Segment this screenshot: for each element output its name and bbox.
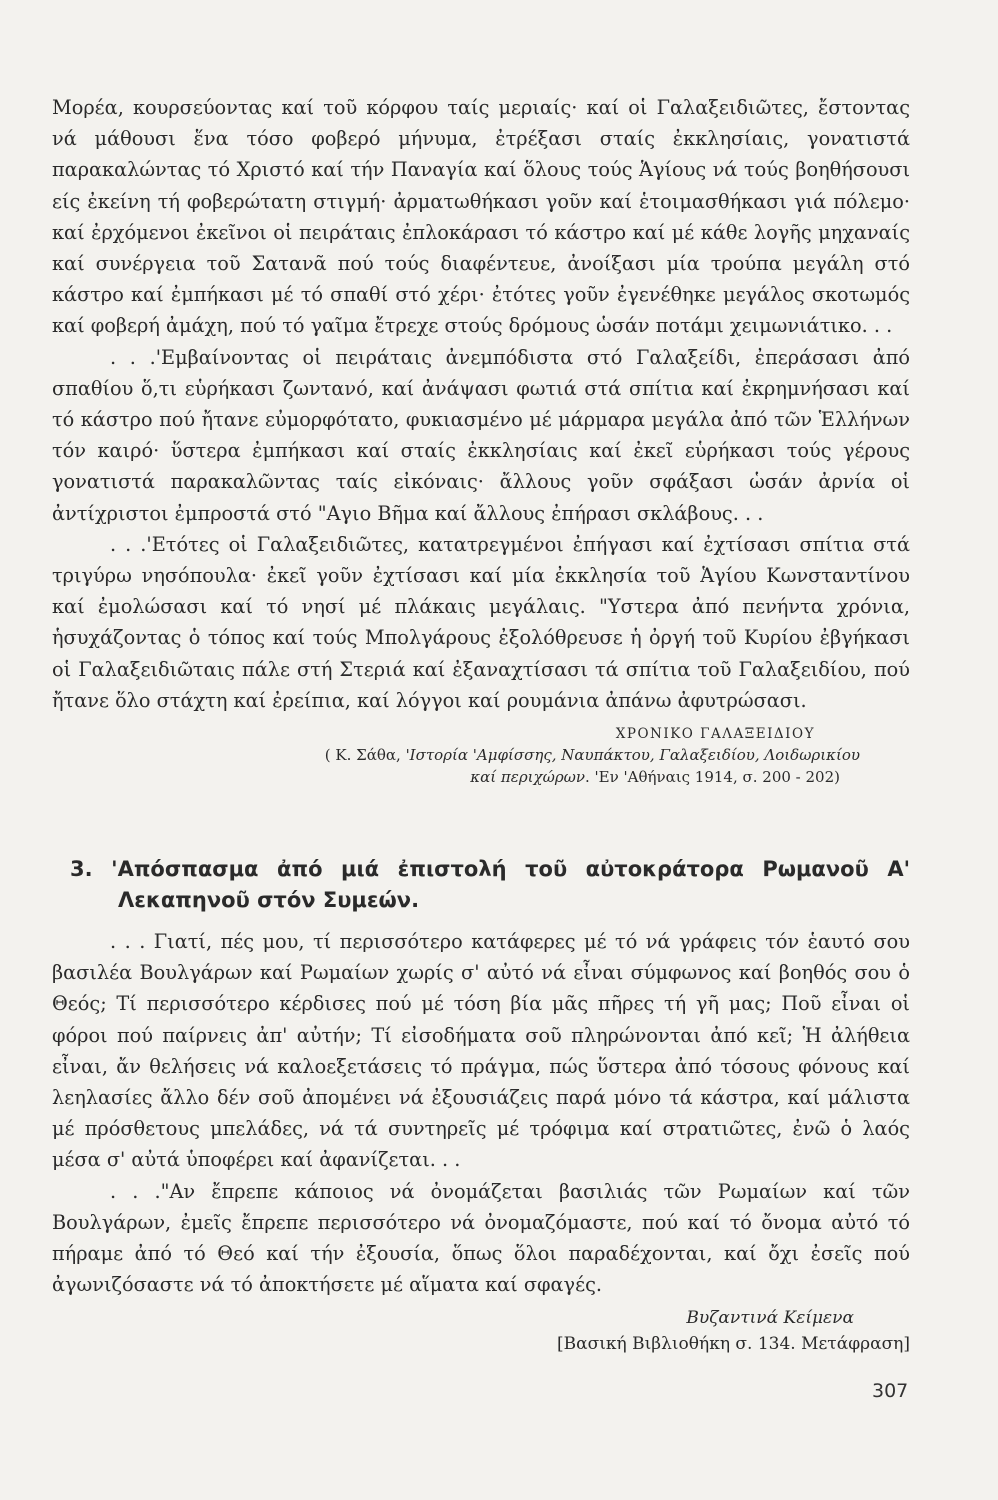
letter-paragraph-2: . . ."Αν ἔπρεπε κάποιος νά ὀνομάζεται βασιλιάς τῶν Ρωμαίων καί τῶν Βουλγάρων, ἐμεῖς ἔπρεπε περισσότερο νά ὀνομαζόμαστε, πού καί τό ὄνομα αὐτό τό πήραμε ἀπό τό Θεό καί τήν ἐξουσία, ὅπως ὅλοι παραδέχονται, καί ὄχι ἐσεῖς πού ἀγωνιζόσαστε νά τό ἀποκτήσετε μέ αἵματα καί σφαγές. (52, 1179, 910, 1297)
chronicle-paragraph-1: Μορέα, κουρσεύοντας καί τοῦ κόρφου ταίς μεριαίς· καί οἱ Γαλαξειδιῶτες, ἔστοντας νά μάθουσι ἕνα τόσο φοβερό μήνυμα, ἐτρέξασι σταίς ἐκκλησίαις, γονατιστά παρακαλώντας τό Χριστό καί τήν Παναγία καί ὅλους τούς Ἁγίους νά τούς βοηθήσουσι είς ἐκείνη τή φοβερώτατη στιγμή· ἀρματωθήκασι γοῦν καί ἑτοιμασθήκασι γιά πόλεμο· καί ἐρχόμενοι ἐκεῖνοι οἱ πειράταις ἐπλοκάρασι τό κάστρο καί μέ κάθε λογῆς μηχαναίς καί συνέργεια τοῦ Σατανᾶ πού τούς διαφέντευε, ἀνοίξασι μία τρούπα μεγάλη στό κάστρο καί ἐμπήκασι μέ τό σπαθί στό χέρι· ἐτότες γοῦν ἐγενέθηκε μεγάλος σκοτωμός καί φοβερή ἀμάχη, πού τό γαῖμα ἔτρεχε στούς δρόμους ὡσάν ποτάμι χειμωνιάτικο. . . (52, 96, 910, 338)
citation-author: ( Κ. Σάθα, (324, 746, 406, 765)
chronicle-paragraph-3: . . .'Ετότες οἱ Γαλαξειδιῶτες, κατατρεγμένοι ἐπήγασι καί ἐχτίσασι σπίτια στά τριγύρω νησόπουλα· ἐκεῖ γοῦν ἐχτίσασι καί μία ἐκκλησία τοῦ Ἁγίου Κωνσταντίνου καί ἐμολώσασι καί τό νησί μέ πλάκαις μεγάλαις. "Υστερα ἀπό πενήντα χρόνια, ἡσυχάζοντας ὁ τόπος καί τούς Μπολγάρους ἐξολόθρευσε ἡ ὀργή τοῦ Κυρίου ἐβγήκασι οἱ Γαλαξειδιῶταις πάλε στή Στεριά καί ἐξαναχτίσασι τά σπίτια τοῦ Γαλαξειδίου, πού ἤτανε ὅλο στάχτη καί ἐρείπια, καί λόγγοι καί ρουμάνια ἀπάνω ἀφυτρώσασι. (52, 532, 910, 712)
letter-paragraph-1: . . . Γιατί, πές μου, τί περισσότερο κατάφερες μέ τό νά γράφεις τόν ἑαυτό σου βασιλέα Βουλγάρων καί Ρωμαίων χωρίς σ' αὐτό νά εἶναι σύμφωνος καί βοηθός σου ὁ Θεός; Τί περισσότερο κέρδισες πού μέ τόση βία μᾶς πῆρες τή γῆ μας; Ποῦ εἶναι οἱ φόροι πού παίρνεις ἀπ' αὐτήν; Τί εἰσοδήματα σοῦ πληρώνονται ἀπό κεῖ; Ἡ ἀλήθεια εἶναι, ἄν θελήσεις νά καλοεξετάσεις τό πράγμα, πώς ὕστερα ἀπό τόσους φόνους καί λεηλασίες ἄλλο δέν σοῦ ἀπομένει νά ἐξουσιάζεις παρά μόνο τά κάστρα, καί μάλιστα μέ πρόσθετους μπελάδες, νά τά συντηρεῖς μέ τρόφιμα καί στρατιῶτες, ἐνῶ ὁ λαός μέσα σ' αὐτά ὑποφέρει καί ἀφανίζεται. . . (52, 930, 910, 1172)
letter-source-title: Βυζαντινά Κείμενα (686, 1307, 854, 1328)
chronicle-paragraph-2: . . .'Εμβαίνοντας οἱ πειράταις ἀνεμπόδιστα στό Γαλαξείδι, ἐπεράσασι ἀπό σπαθίου ὅ,τι εὑρήκασι ζωντανό, καί ἀνάψασι φωτιά στά σπίτια καί ἐκρημνήσασι καί τό κάστρο πού ἤτανε εὐμορφότατο, φυκιασμένο μέ μάρμαρα μεγάλα ἀπό τῶν Ἑλλήνων τόν καιρό· ὕστερα ἐμπήκασι καί σταίς ἐκκλησίαις καί ἐκεῖ εὑρήκασι τούς γέρους γονατιστά παρακαλῶντας ταίς εἰκόναις· ἄλλους γοῦν σφάξασι ὡσάν ἀρνία οἱ ἀντίχριστοι ἐμπροστά στό "Αγιο Βῆμα καί ἄλλους ἐπήρασι σκλάβους. . . (52, 345, 910, 525)
chronicle-source-title: ΧΡΟΝΙΚΟ ΓΑΛΑΞΕΙΔΙΟΥ (615, 726, 815, 743)
citation-title-line1: 'Ιστορία 'Αμφίσσης, Ναυπάκτου, Γαλαξειδίου, Λοιδωρικίου (405, 746, 860, 765)
section-3-title: 3. 'Απόσπασμα ἀπό μιά ἐπιστολή τοῦ αὐτοκράτορα Ρωμανοῦ Α' Λεκαπηνοῦ στόν Συμεών. (70, 857, 910, 913)
citation-title-line2: καί περιχώρων (470, 768, 586, 787)
citation-rest: . 'Εν 'Αθήναις 1914, σ. 200 - 202) (585, 768, 840, 787)
chronicle-citation (52, 744, 910, 788)
citation-line2 (52, 766, 860, 788)
letter-library-reference: [Βασική Βιβλιοθήκη σ. 134. Μετάφραση] (557, 1333, 910, 1354)
page-number: 307 (872, 1380, 909, 1402)
page-content (52, 92, 910, 1357)
